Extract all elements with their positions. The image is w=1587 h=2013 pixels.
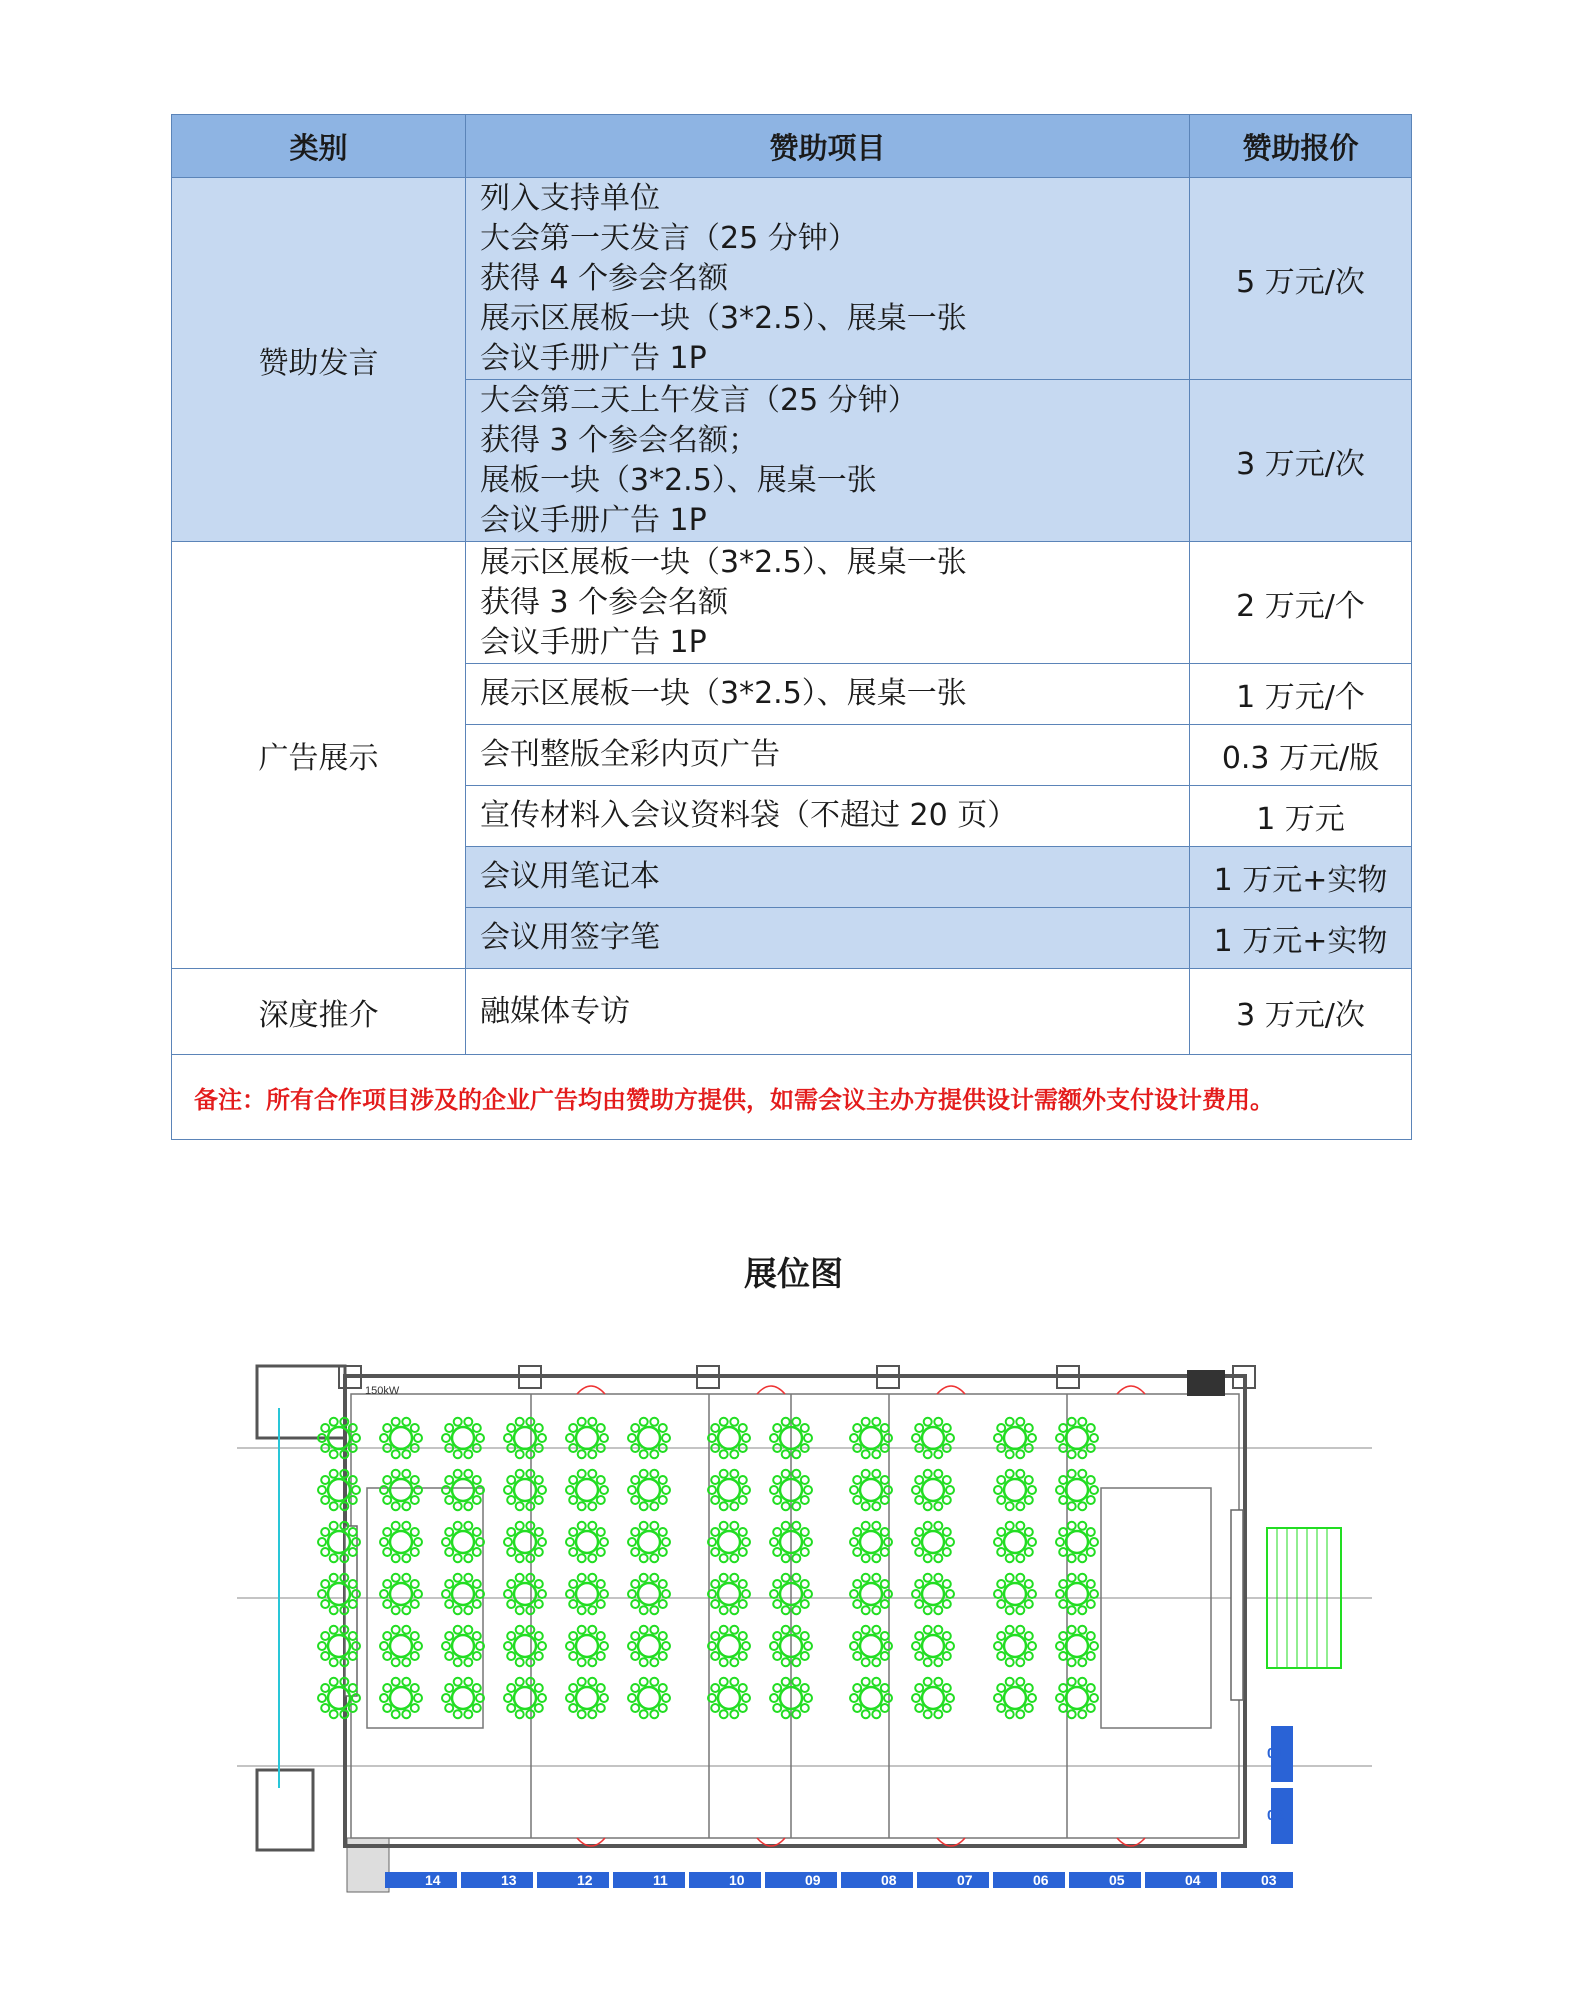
price-cell: 0.3 万元/版 (1190, 725, 1412, 786)
round-table (912, 1470, 954, 1510)
items-cell (466, 908, 1190, 969)
power-label: 150kW (365, 1385, 400, 1397)
round-table (708, 1418, 750, 1458)
category-ads: 广告展示 (172, 542, 466, 969)
round-table (628, 1626, 670, 1666)
round-table (708, 1470, 750, 1510)
category-speech: 赞助发言 (172, 178, 466, 542)
price-cell: 3 万元/次 (1190, 380, 1412, 542)
dark-block (1187, 1370, 1225, 1396)
items-cell (466, 178, 1190, 380)
item-line: 获得 3 个参会名额 (480, 584, 729, 620)
round-table (1056, 1522, 1098, 1562)
note-text: 备注：所有合作项目涉及的企业广告均由赞助方提供，如需会议主办方提供设计需额外支付设计费用。 (172, 1055, 1412, 1140)
item-line: 大会第一天发言（25 分钟） (480, 220, 858, 256)
items-cell (466, 786, 1190, 847)
round-table (912, 1418, 954, 1458)
round-table (994, 1418, 1036, 1458)
booth-number: 05 (1109, 1872, 1125, 1888)
item-line: 获得 3 个参会名额； (480, 422, 759, 458)
item-line: 获得 4 个参会名额 (480, 260, 729, 296)
booth-number: 02 (1267, 1807, 1284, 1824)
round-table (566, 1522, 608, 1562)
booth-number: 06 (1033, 1872, 1049, 1888)
table-row (172, 969, 1412, 1055)
item-line: 融媒体专访 (480, 993, 630, 1029)
booth-number: 01 (1267, 1745, 1284, 1762)
round-table (850, 1626, 892, 1666)
round-table (566, 1626, 608, 1666)
items-cell (466, 725, 1190, 786)
round-table (380, 1574, 422, 1614)
header-price: 赞助报价 (1190, 115, 1412, 178)
round-table (318, 1470, 360, 1510)
item-line: 会议手册广告 1P (480, 340, 707, 376)
round-table (628, 1574, 670, 1614)
round-table (504, 1574, 546, 1614)
round-table (994, 1678, 1036, 1718)
round-table (708, 1574, 750, 1614)
round-table (1056, 1626, 1098, 1666)
booth (1145, 1872, 1217, 1888)
booth (917, 1872, 989, 1888)
round-table (442, 1470, 484, 1510)
round-table (566, 1678, 608, 1718)
round-table (442, 1626, 484, 1666)
price-cell: 3 万元/次 (1190, 969, 1412, 1055)
booth-number: 13 (501, 1872, 517, 1888)
round-table (850, 1678, 892, 1718)
floor-plan-title: 展位图 (744, 1254, 843, 1293)
round-table (442, 1522, 484, 1562)
round-table (912, 1522, 954, 1562)
booth-number: 03 (1261, 1872, 1277, 1888)
items-cell (466, 664, 1190, 725)
booth (385, 1872, 457, 1888)
round-table (850, 1470, 892, 1510)
booth-number: 07 (957, 1872, 973, 1888)
round-table (1056, 1574, 1098, 1614)
price-cell: 5 万元/次 (1190, 178, 1412, 380)
booth (461, 1872, 533, 1888)
round-table (504, 1418, 546, 1458)
note-row (172, 1055, 1412, 1140)
side-door (1231, 1510, 1243, 1700)
round-table (708, 1522, 750, 1562)
item-line: 展示区展板一块（3*2.5）、展桌一张 (480, 300, 967, 336)
item-line: 宣传材料入会议资料袋（不超过 20 页） (480, 798, 1018, 833)
booth-number: 04 (1185, 1872, 1201, 1888)
sponsor-table (171, 114, 1412, 1140)
stage-right (1101, 1488, 1211, 1728)
round-table (994, 1470, 1036, 1510)
booth-number: 10 (729, 1872, 745, 1888)
round-table (442, 1574, 484, 1614)
round-table (912, 1574, 954, 1614)
booth (765, 1872, 837, 1888)
price-cell: 1 万元+实物 (1190, 908, 1412, 969)
round-table (912, 1626, 954, 1666)
item-line: 展示区展板一块（3*2.5）、展桌一张 (480, 676, 967, 711)
annex-top-left (257, 1366, 345, 1438)
item-line: 会议用签字笔 (480, 920, 660, 955)
round-table (566, 1574, 608, 1614)
table-row (172, 542, 1412, 664)
price-cell: 1 万元/个 (1190, 664, 1412, 725)
round-table (380, 1678, 422, 1718)
round-table (994, 1574, 1036, 1614)
round-table (1056, 1470, 1098, 1510)
item-line: 展板一块（3*2.5）、展桌一张 (480, 462, 877, 498)
header-category: 类别 (172, 115, 466, 178)
round-table (380, 1470, 422, 1510)
booth-number: 14 (425, 1872, 441, 1888)
booth (537, 1872, 609, 1888)
booth (613, 1872, 685, 1888)
booth (1069, 1872, 1141, 1888)
items-cell (466, 969, 1190, 1055)
item-line: 会议手册广告 1P (480, 502, 707, 538)
main-hall-inner (351, 1394, 1239, 1838)
round-table (566, 1418, 608, 1458)
round-table (442, 1678, 484, 1718)
round-table (380, 1626, 422, 1666)
round-table (504, 1626, 546, 1666)
booth (841, 1872, 913, 1888)
round-table (628, 1470, 670, 1510)
items-cell (466, 847, 1190, 908)
round-table (1056, 1678, 1098, 1718)
round-table (504, 1522, 546, 1562)
round-tables (318, 1418, 1098, 1718)
round-table (504, 1470, 546, 1510)
round-table (912, 1678, 954, 1718)
booths (385, 1726, 1293, 1888)
booth-number: 11 (653, 1872, 668, 1888)
floor-plan (237, 1348, 1372, 1896)
table-row (172, 178, 1412, 380)
round-table (994, 1522, 1036, 1562)
header-items: 赞助项目 (466, 115, 1190, 178)
round-table (380, 1522, 422, 1562)
header-row (172, 115, 1412, 178)
round-table (850, 1574, 892, 1614)
booth-number: 12 (577, 1872, 593, 1888)
round-table (318, 1678, 360, 1718)
item-line: 展示区展板一块（3*2.5）、展桌一张 (480, 544, 967, 580)
item-line: 会议用笔记本 (480, 859, 660, 894)
round-table (566, 1470, 608, 1510)
round-table (442, 1418, 484, 1458)
category-promo: 深度推介 (172, 969, 466, 1055)
booth (993, 1872, 1065, 1888)
item-line: 会议手册广告 1P (480, 624, 707, 660)
item-line: 列入支持单位 (480, 180, 660, 216)
round-table (850, 1418, 892, 1458)
items-cell (466, 380, 1190, 542)
round-table (628, 1522, 670, 1562)
items-cell (466, 542, 1190, 664)
round-table (850, 1522, 892, 1562)
item-line: 大会第二天上午发言（25 分钟） (480, 382, 918, 418)
side-door (345, 1526, 357, 1696)
booth-number: 09 (805, 1872, 821, 1888)
price-cell: 1 万元 (1190, 786, 1412, 847)
price-cell: 2 万元/个 (1190, 542, 1412, 664)
booth (689, 1872, 761, 1888)
round-table (504, 1678, 546, 1718)
round-table (380, 1418, 422, 1458)
price-cell: 1 万元+实物 (1190, 847, 1412, 908)
booth (1221, 1872, 1293, 1888)
round-table (994, 1626, 1036, 1666)
round-table (628, 1678, 670, 1718)
round-table (628, 1418, 670, 1458)
booth-number: 08 (881, 1872, 897, 1888)
round-table (708, 1626, 750, 1666)
annex-bottom-left (257, 1770, 313, 1850)
round-table (1056, 1418, 1098, 1458)
item-line: 会刊整版全彩内页广告 (480, 737, 780, 772)
round-table (708, 1678, 750, 1718)
